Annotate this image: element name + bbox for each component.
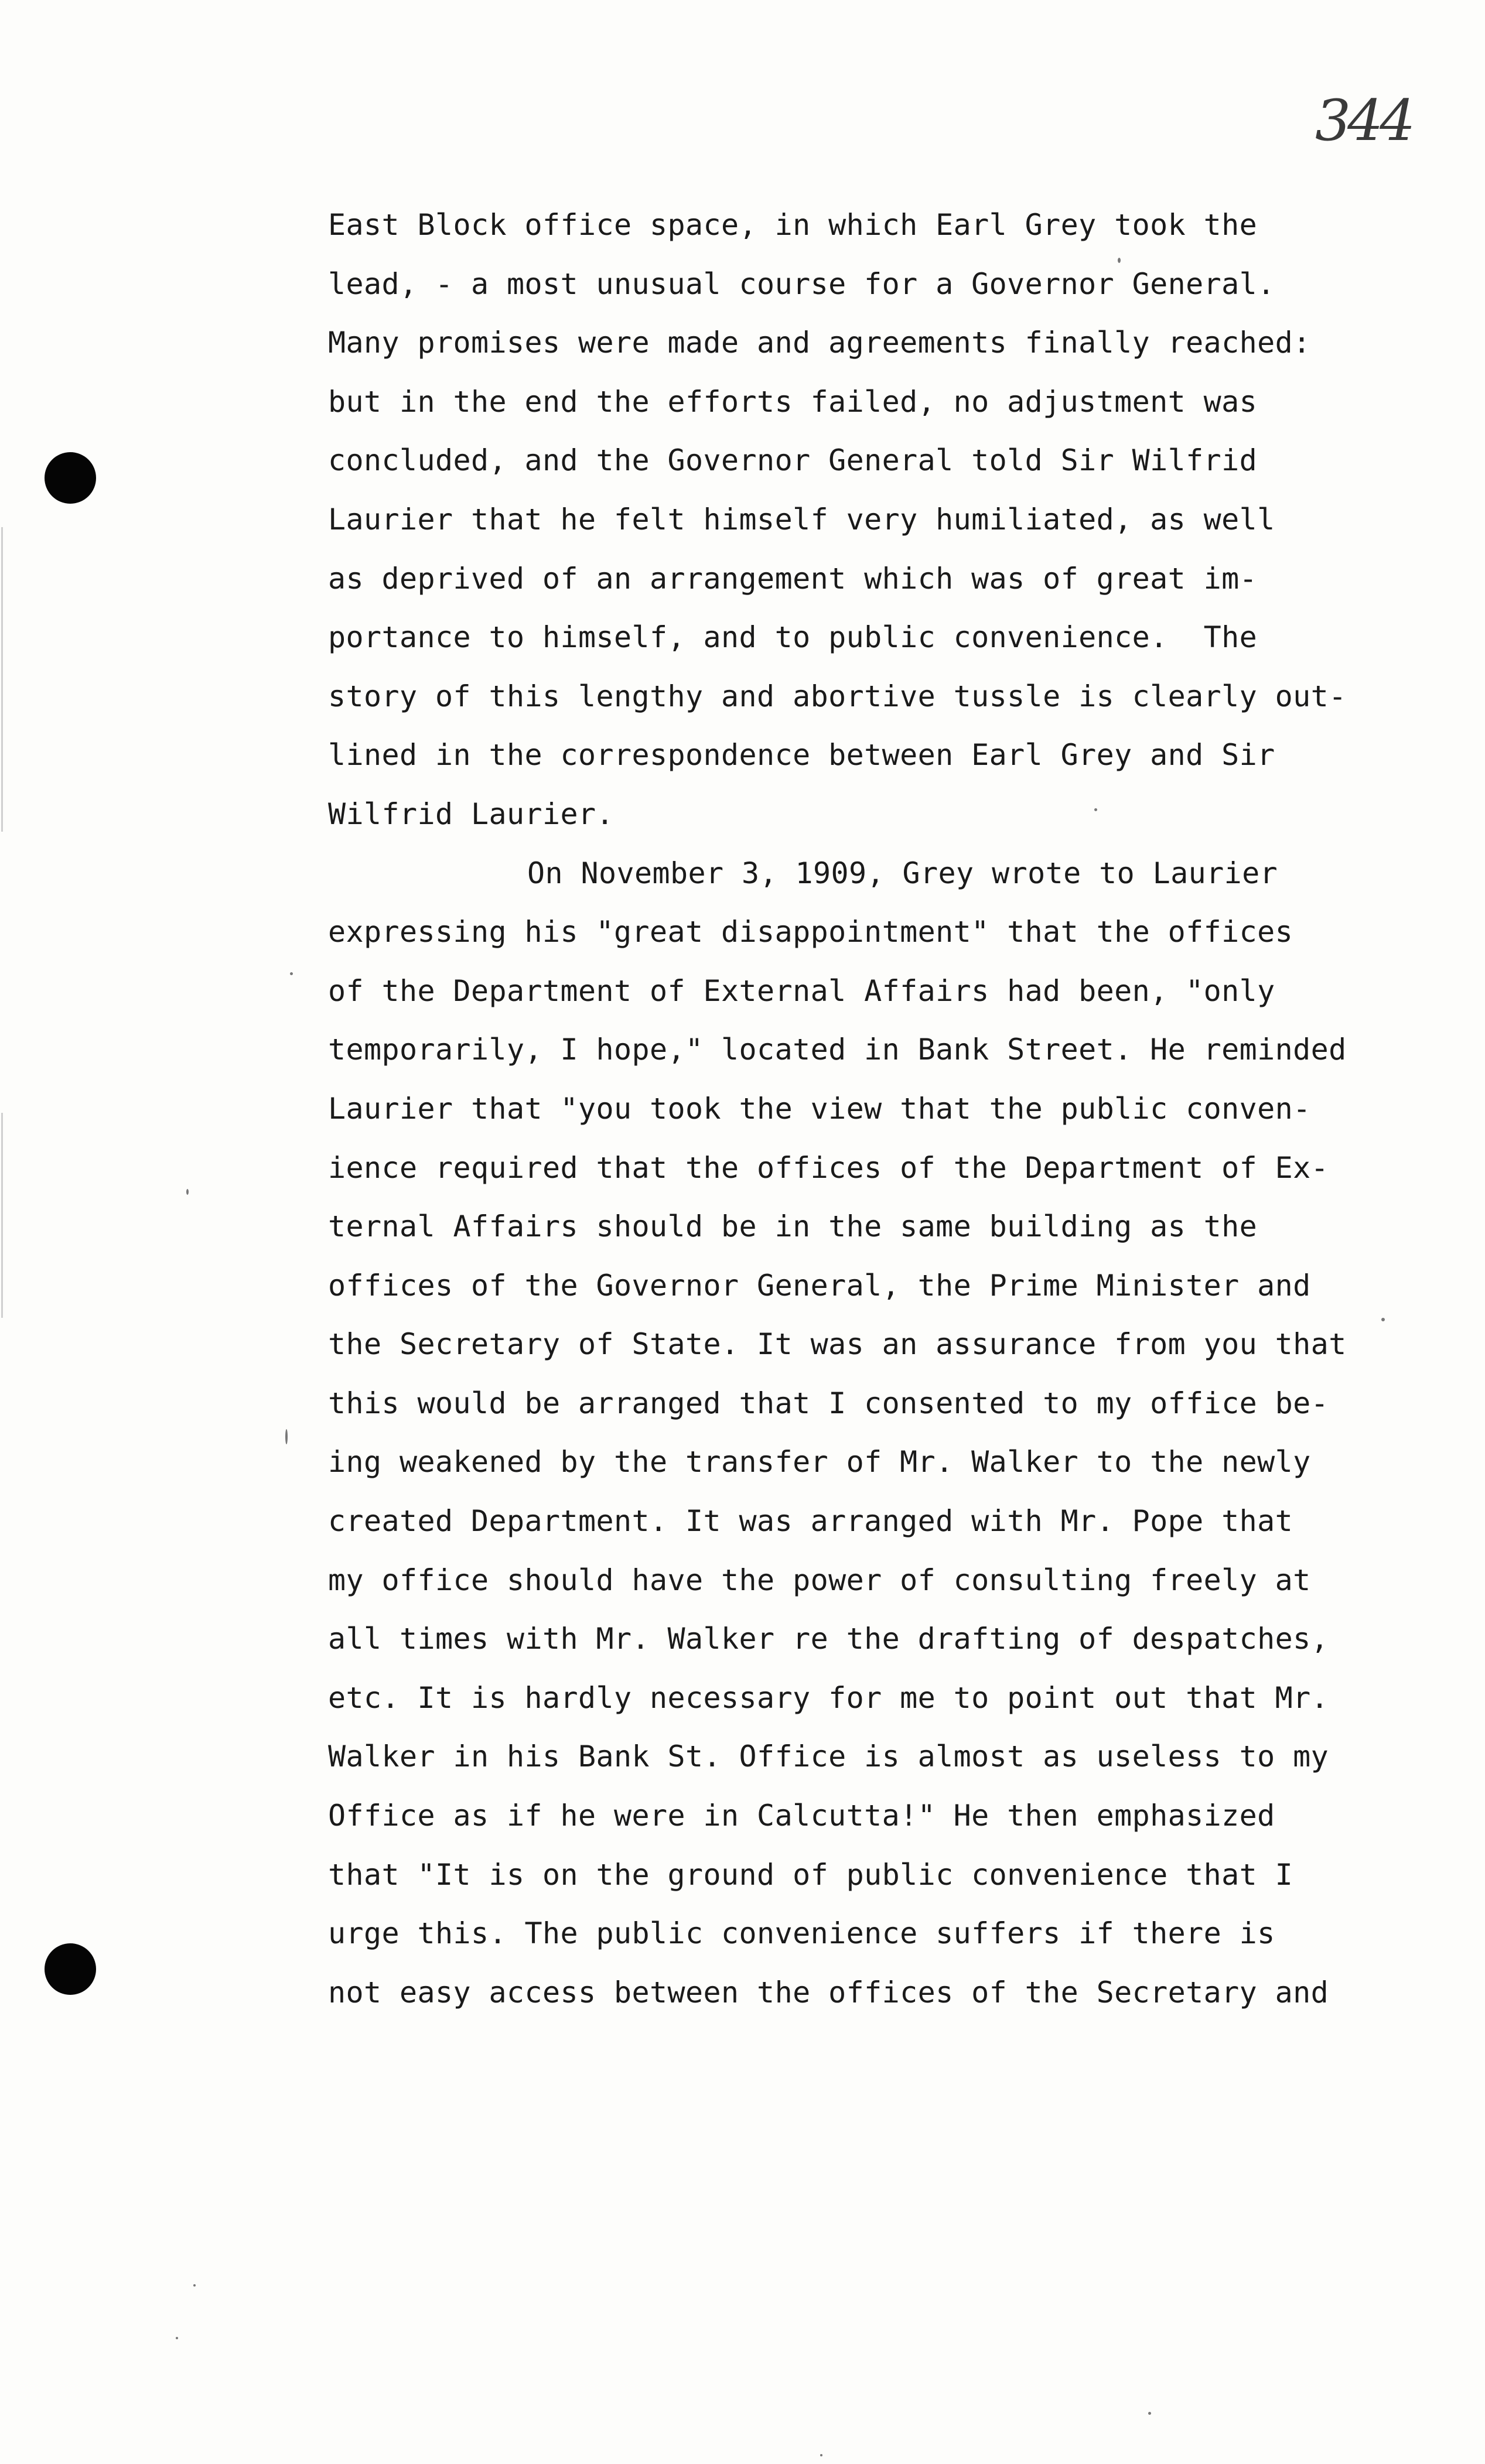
text-line: all times with Mr. Walker re the drafting of despatches, bbox=[328, 1622, 1329, 1656]
punch-hole-top bbox=[45, 452, 96, 504]
paragraph-1 bbox=[328, 205, 1347, 853]
text-line: portance to himself, and to public convenience. The bbox=[328, 620, 1258, 655]
text-line: ternal Affairs should be in the same building as the bbox=[328, 1209, 1258, 1244]
text-line: as deprived of an arrangement which was of great im- bbox=[328, 561, 1258, 596]
page-number: 344 bbox=[1315, 88, 1412, 153]
text-line: Laurier that he felt himself very humiliated, as well bbox=[328, 502, 1275, 536]
scan-speck bbox=[290, 972, 293, 975]
scan-speck bbox=[1094, 808, 1097, 811]
scan-speck bbox=[820, 2454, 822, 2456]
punch-hole-bottom bbox=[45, 1943, 96, 1995]
scan-speck bbox=[1148, 2412, 1151, 2415]
scan-speck bbox=[186, 1189, 189, 1195]
text-line: this would be arranged that I consented to my office be- bbox=[328, 1386, 1329, 1420]
scan-speck bbox=[1118, 258, 1121, 263]
text-line: my office should have the power of consulting freely at bbox=[328, 1563, 1311, 1597]
left-edge-shadow bbox=[1, 527, 3, 832]
text-line: story of this lengthy and abortive tussle is clearly out- bbox=[328, 679, 1347, 713]
text-line: East Block office space, in which Earl Grey took the bbox=[328, 208, 1258, 242]
typed-text-body bbox=[328, 205, 1347, 2031]
text-line: lead, - a most unusual course for a Governor General. bbox=[328, 266, 1275, 301]
text-line: expressing his "great disappointment" that the offices bbox=[328, 915, 1293, 949]
scan-speck bbox=[285, 1429, 288, 1444]
text-line: created Department. It was arranged with Mr. Pope that bbox=[328, 1504, 1293, 1539]
text-line: Walker in his Bank St. Office is almost as useless to my bbox=[328, 1740, 1329, 1774]
text-line: temporarily, I hope," located in Bank Street. He reminded bbox=[328, 1033, 1347, 1067]
text-line: Wilfrid Laurier. bbox=[328, 797, 615, 831]
text-line: offices of the Governor General, the Prime Minister and bbox=[328, 1268, 1311, 1303]
text-line: ience required that the offices of the Department of Ex- bbox=[328, 1150, 1329, 1185]
text-line: concluded, and the Governor General told Sir Wilfrid bbox=[328, 443, 1258, 478]
text-line: the Secretary of State. It was an assurance from you that bbox=[328, 1327, 1347, 1362]
text-line: of the Department of External Affairs had been, "only bbox=[328, 973, 1275, 1008]
scan-speck bbox=[176, 2337, 178, 2339]
text-line: not easy access between the offices of the Secretary and bbox=[328, 1975, 1329, 2010]
text-line: urge this. The public convenience suffers if there is bbox=[328, 1916, 1275, 1951]
text-line: etc. It is hardly necessary for me to point out that Mr. bbox=[328, 1680, 1329, 1715]
left-edge-shadow bbox=[1, 1113, 3, 1318]
scan-speck bbox=[193, 2284, 196, 2287]
text-line: On November 3, 1909, Grey wrote to Laurier bbox=[527, 856, 1278, 890]
text-line: Laurier that "you took the view that the public conven- bbox=[328, 1091, 1311, 1126]
text-line: Many promises were made and agreements finally reached: bbox=[328, 326, 1311, 360]
scan-speck bbox=[1381, 1318, 1385, 1321]
text-line: Office as if he were in Calcutta!" He then emphasized bbox=[328, 1799, 1275, 1833]
text-line: lined in the correspondence between Earl Grey and Sir bbox=[328, 738, 1275, 773]
text-line: ing weakened by the transfer of Mr. Walker to the newly bbox=[328, 1445, 1311, 1479]
text-line: that "It is on the ground of public convenience that I bbox=[328, 1857, 1293, 1892]
text-line: but in the end the efforts failed, no adjustment was bbox=[328, 384, 1258, 419]
paragraph-2 bbox=[328, 853, 1347, 2032]
